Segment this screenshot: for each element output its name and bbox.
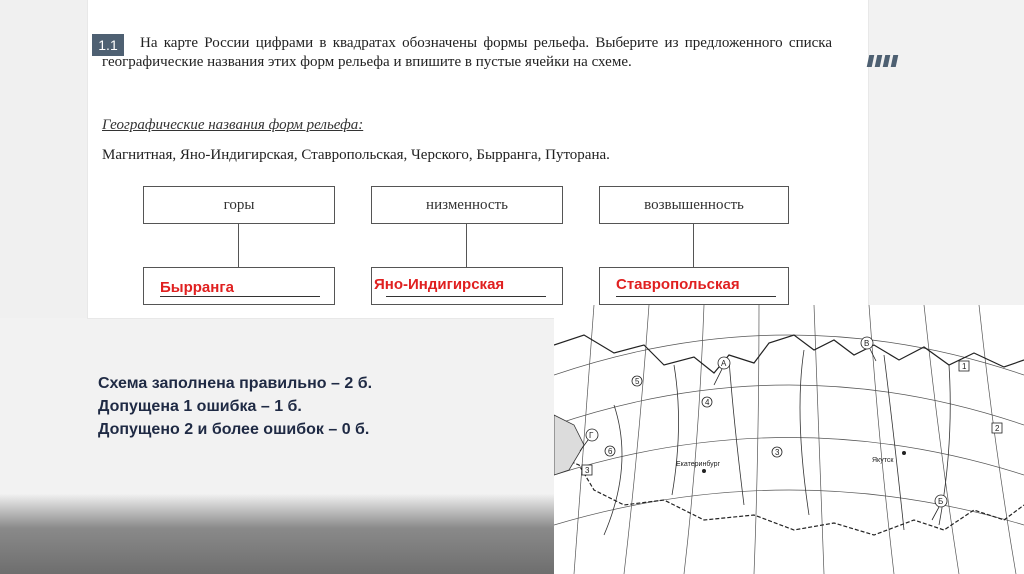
- map-drawing: [554, 305, 1024, 574]
- answer-underline-upland: [616, 296, 776, 297]
- scoring-line-2: Допущена 1 ошибка – 1 б.: [98, 398, 302, 415]
- map-marker-B-label: Б: [938, 497, 944, 506]
- map-marker-V-label: В: [864, 339, 870, 348]
- map-coastline: [554, 335, 1024, 373]
- map-square-1-label: 1: [962, 362, 967, 371]
- category-box-lowland: низменность: [371, 186, 563, 224]
- connector-lowland: [466, 224, 467, 267]
- map-marker-G: [580, 429, 598, 451]
- map-square-4-label: 4: [705, 398, 710, 407]
- map-marker-A-label: А: [721, 359, 727, 368]
- city-label-ekaterinburg: Екатеринбург: [676, 461, 721, 468]
- map-circle-3: [772, 447, 782, 457]
- map-square-1: [959, 361, 969, 371]
- map-sea: [554, 415, 584, 475]
- map-square-5-label: 5: [635, 377, 640, 386]
- city-dot-ekaterinburg: [702, 469, 706, 473]
- answer-lowland: Яно-Индигирская: [374, 276, 505, 293]
- category-box-upland: возвышенность: [599, 186, 789, 224]
- map-square-6: [605, 446, 615, 456]
- map-square-4: [702, 397, 712, 407]
- connector-mountains: [238, 224, 239, 267]
- answer-upland: Ставропольская: [616, 276, 740, 293]
- map-square-3: [582, 465, 592, 475]
- names-list: Магнитная, Яно-Индигирская, Ставропольская, Черского, Бырранга, Путорана.: [102, 147, 610, 163]
- answer-underline-lowland: [386, 296, 546, 297]
- answer-underline-mountains: [160, 296, 320, 297]
- map-graticule: [554, 305, 1024, 574]
- task-number-badge: 1.1: [92, 34, 124, 56]
- answer-mountains: Бырранга: [160, 279, 234, 296]
- map-square-6-label: 6: [608, 447, 613, 456]
- russia-map: [554, 305, 1024, 574]
- category-box-mountains: горы: [143, 186, 335, 224]
- map-border: [554, 455, 1024, 535]
- map-marker-G-label: Г: [589, 431, 594, 440]
- map-square-5: [632, 376, 642, 386]
- city-label-yakutsk: Якутск: [872, 457, 894, 464]
- slide-left-margin: [0, 0, 88, 318]
- scoring-criteria: [98, 372, 372, 441]
- map-square-2-label: 2: [995, 424, 1000, 433]
- decorative-bars: [868, 54, 900, 72]
- map-marker-V: [861, 337, 876, 361]
- map-square-2: [992, 423, 1002, 433]
- city-dot-yakutsk: [902, 451, 906, 455]
- scoring-line-3: Допущено 2 и более ошибок – 0 б.: [98, 421, 370, 438]
- map-marker-B: [932, 495, 947, 520]
- scoring-line-1: Схема заполнена правильно – 2 б.: [98, 375, 373, 392]
- map-square-3-label: 3: [585, 466, 590, 475]
- task-text: На карте России цифрами в квадратах обозначены формы рельефа. Выберите из предложенного списка географические названия этих форм рельефа и впишите в пустые ячейки на схеме.: [102, 35, 832, 70]
- connector-upland: [693, 224, 694, 267]
- map-rivers: [604, 350, 950, 535]
- names-heading: Географические названия форм рельефа:: [102, 117, 364, 133]
- svg-text:3: 3: [775, 448, 780, 457]
